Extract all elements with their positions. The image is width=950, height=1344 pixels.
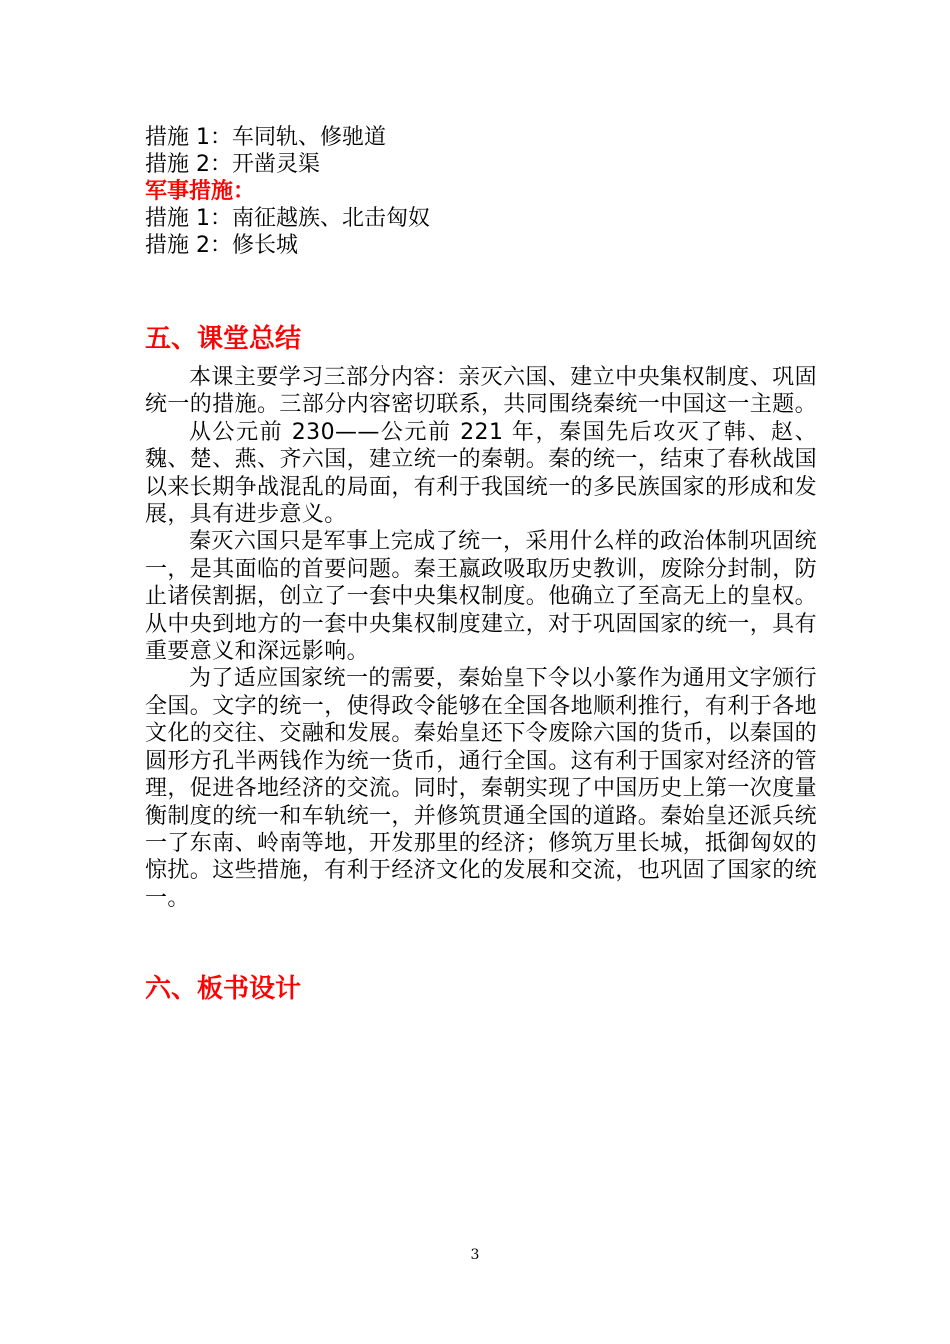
measures-block [145,124,830,259]
military-measures-heading: 军事措施： [145,179,256,204]
section-title-board-design: 六、板书设计 [145,974,302,1004]
summary-paragraph: 为了适应国家统一的需要，秦始皇下令以小篆作为通用文字颁行全国。文字的统一，使得政令能够在全国各地顺利推行，有利于各地文化的交往、交融和发展。秦始皇还下令废除六国的货币，以秦国的圆形方孔半两钱作为统一货币，通行全国。这有利于国家对经济的管理，促进各地经济的交流。同时，秦朝实现了中国历史上第一次度量衡制度的统一和车轨统一，并修筑贯通全国的道路。秦始皇还派兵统一了东南、岭南等地，开发那里的经济；修筑万里长城，抵御匈奴的惊扰。这些措施，有利于经济文化的发展和交流，也巩固了国家的统一。 [145,666,818,911]
measure-line: 措施 2：开凿灵渠 [145,152,320,177]
military-measure-line: 措施 1：南征越族、北击匈奴 [145,206,430,231]
section-title-summary: 五、课堂总结 [145,324,302,354]
document-page [145,124,830,1004]
measure-line: 措施 1：车同轨、修驰道 [145,125,386,150]
summary-body [145,364,817,912]
summary-paragraph: 从公元前 230——公元前 221 年，秦国先后攻灭了韩、赵、魏、楚、燕、齐六国，建立统一的秦朝。秦的统一，结束了春秋战国以来长期争战混乱的局面，有利于我国统一的多民族国家的形成和发展，具有进步意义。 [145,419,818,528]
page-number: 3 [470,1247,480,1263]
summary-paragraph: 本课主要学习三部分内容：亲灭六国、建立中央集权制度、巩固统一的措施。三部分内容密切联系，共同围绕秦统一中国这一主题。 [145,365,818,418]
summary-paragraph: 秦灭六国只是军事上完成了统一，采用什么样的政治体制巩固统一，是其面临的首要问题。秦王嬴政吸取历史教训，废除分封制，防止诸侯割据，创立了一套中央集权制度。他确立了至高无上的皇权。从中央到地方的一套中央集权制度建立，对于巩固国家的统一，具有重要意义和深远影响。 [145,529,818,665]
military-measure-line: 措施 2：修长城 [145,233,298,258]
